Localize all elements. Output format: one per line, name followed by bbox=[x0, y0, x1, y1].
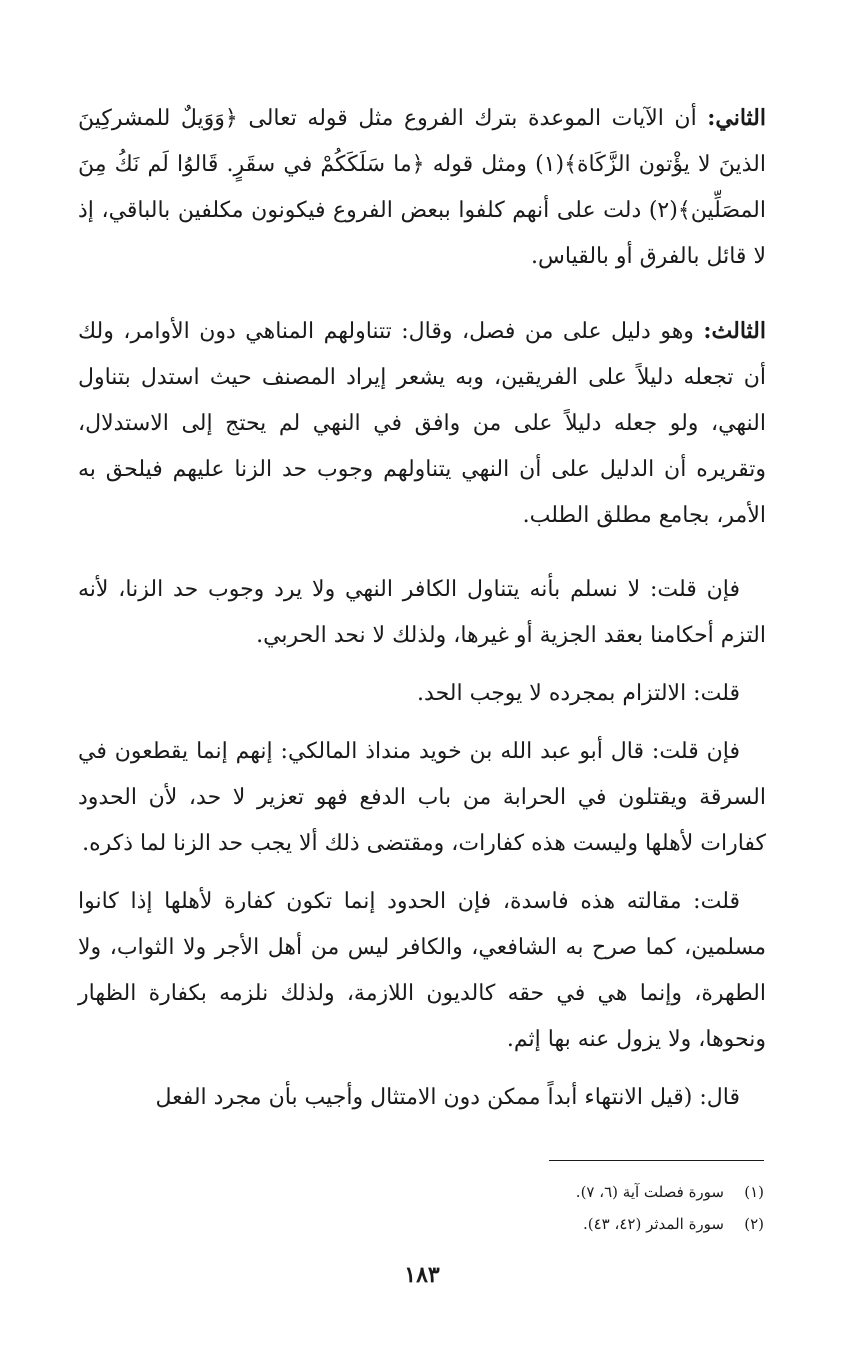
paragraph-reply-2 bbox=[78, 879, 766, 1063]
paragraph-text: قلت: مقالته هذه فاسدة، فإن الحدود إنما تكون كفارة لأهلها إذا كانوا مسلمين، كما صرح به الشافعي، والكافر ليس من أهل الأجر ولا الثواب، ولا الطهرة، وإنما هي في حقه كالديون اللازمة، ولذلك نلزمه بكفارة الظهار ونحوها، ولا يزول عنه بها إثم. bbox=[78, 889, 766, 1052]
paragraph-text: أن الآيات الموعدة بترك الفروع مثل قوله تعالى ﴿وَوَيلٌ للمشركِينَ الذينَ لا يؤْتون الزَّكَاة﴾(١) ومثل قوله ﴿ما سَلَكَكُمْ في سقَرٍ. قَالوُا لَم نَكُ مِنَ المصَلِّين﴾(٢) دلت على أنهم كلفوا ببعض الفروع فيكونون مكلفين بالباقي، إذ لا قائل بالفرق أو بالقياس. bbox=[78, 106, 766, 269]
paragraph-third bbox=[78, 308, 766, 539]
footnote-item bbox=[84, 1208, 764, 1240]
footnote-divider bbox=[549, 1160, 764, 1161]
paragraph-quote bbox=[78, 1075, 766, 1121]
paragraph-objection-1 bbox=[78, 567, 766, 659]
footnote-item bbox=[84, 1176, 764, 1208]
paragraph-lead: الثاني: bbox=[707, 105, 766, 131]
paragraph-text: فإن قلت: قال أبو عبد الله بن خويد منداذ المالكي: إنهم إنما يقطعون في السرقة ويقتلون في الحرابة من باب الدفع فهو تعزير لا حد، لأن الحدود كفارات لأهلها وليست هذه كفارات، ومقتضى ذلك ألا يجب حد الزنا لما ذكره. bbox=[78, 739, 766, 856]
footnote-number: (٢) bbox=[744, 1215, 764, 1233]
paragraph-reply-1 bbox=[78, 671, 766, 717]
paragraph-text: فإن قلت: لا نسلم بأنه يتناول الكافر النهي ولا يرد وجوب حد الزنا، لأنه التزم أحكامنا بعقد الجزية أو غيرها، ولذلك لا نحد الحربي. bbox=[78, 577, 766, 648]
page-number: ١٨٣ bbox=[404, 1262, 440, 1288]
paragraph-text: قلت: الالتزام بمجرده لا يوجب الحد. bbox=[417, 681, 740, 706]
footnotes bbox=[84, 1176, 764, 1240]
footnote-text: سورة المدثر (٤٢، ٤٣). bbox=[582, 1215, 724, 1233]
paragraph-lead: الثالث: bbox=[703, 318, 766, 344]
paragraph-text: قال: (قيل الانتهاء أبداً ممكن دون الامتثال وأجيب بأن مجرد الفعل bbox=[155, 1085, 740, 1110]
footnote-text: سورة فصلت آية (٦، ٧). bbox=[575, 1183, 724, 1201]
paragraph-text: وهو دليل على من فصل، وقال: تتناولهم المناهي دون الأوامر، ولك أن تجعله دليلاً على الفريقين، وبه يشعر إيراد المصنف حيث استدل بتناول النهي، ولو جعله دليلاً على من وافق في النهي لم يحتج إلى الاستدلال، وتقريره أن الدليل على أن النهي يتناولهم وجوب حد الزنا عليهم فيلحق به الأمر، بجامع مطلق الطلب. bbox=[78, 319, 766, 528]
main-text bbox=[78, 95, 766, 1121]
footnote-number: (١) bbox=[744, 1183, 764, 1201]
paragraph-objection-2 bbox=[78, 729, 766, 867]
paragraph-second bbox=[78, 95, 766, 280]
